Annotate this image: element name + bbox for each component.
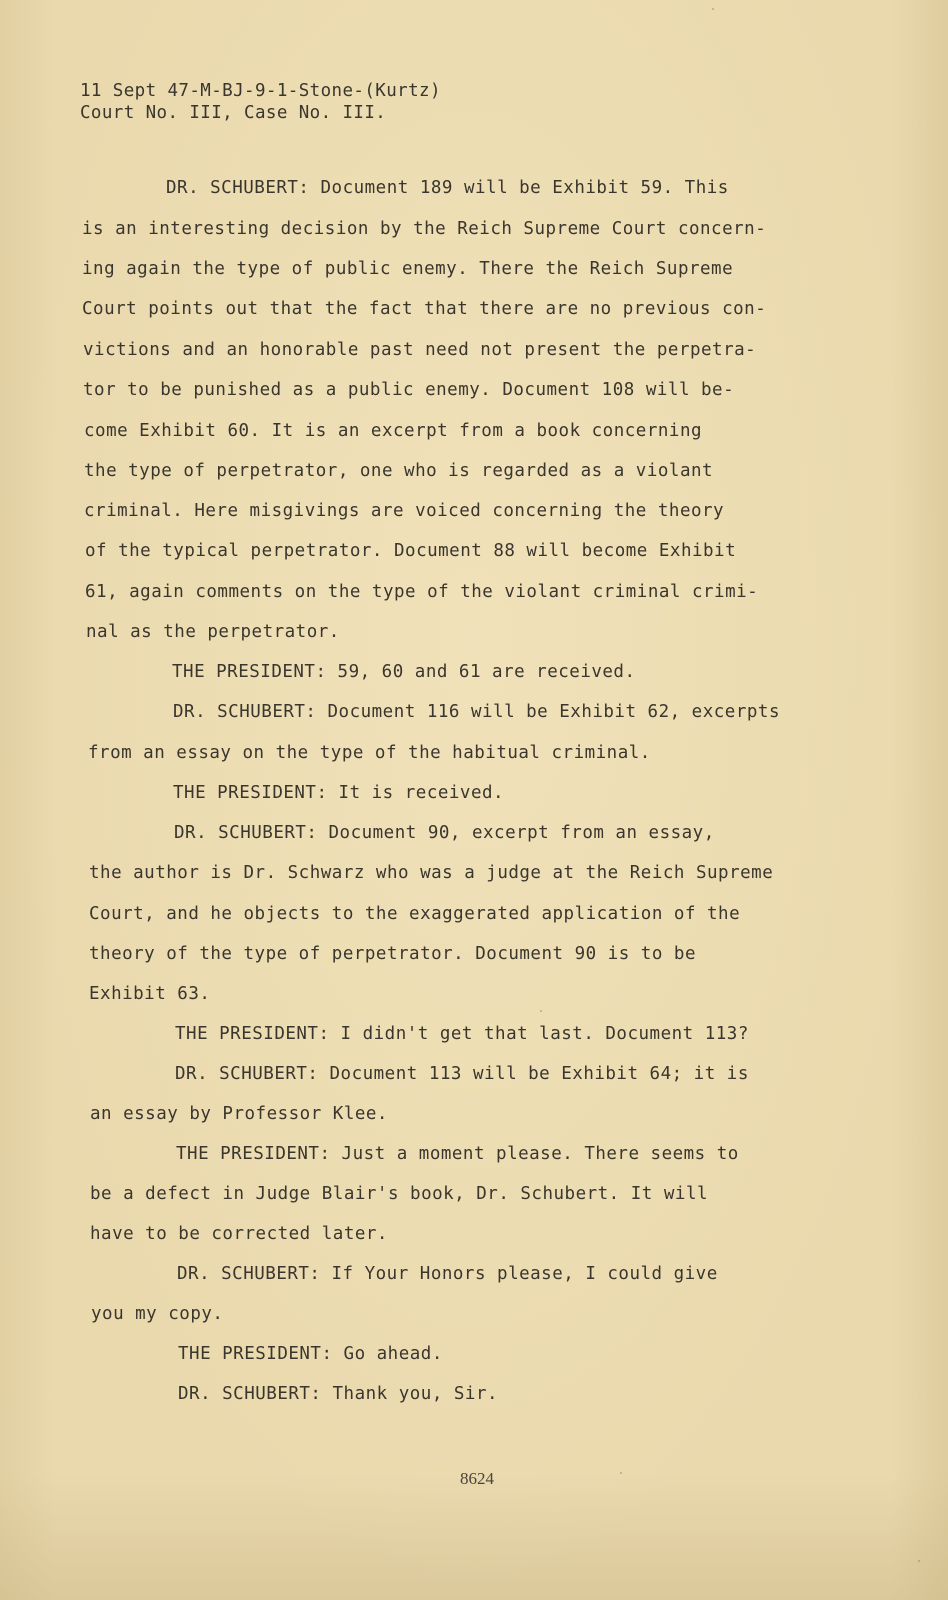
transcript-line: nal as the perpetrator. xyxy=(86,622,340,642)
page-number: 8624 xyxy=(460,1469,494,1488)
transcript-line: victions and an honorable past need not present the perpetra- xyxy=(83,340,757,360)
header-court-line: Court No. III, Case No. III. xyxy=(80,103,387,123)
paper-speck xyxy=(540,1010,542,1012)
transcript-line: Court points out that the fact that there are no previous con- xyxy=(82,299,767,319)
transcript-line: an essay by Professor Klee. xyxy=(90,1104,388,1124)
transcript-line: the type of perpetrator, one who is regarded as a violant xyxy=(84,461,714,481)
transcript-line: come Exhibit 60. It is an excerpt from a book concerning xyxy=(84,421,703,441)
paper-speck xyxy=(918,1560,920,1562)
transcript-line: Court, and he objects to the exaggerated application of the xyxy=(89,904,741,924)
transcript-line: THE PRESIDENT: Go ahead. xyxy=(178,1344,443,1364)
transcript-line: DR. SCHUBERT: Document 116 will be Exhibit 62, excerpts xyxy=(173,702,780,722)
paper-speck xyxy=(712,8,714,10)
transcript-line: from an essay on the type of the habitual criminal. xyxy=(88,743,651,763)
transcript-line: 61, again comments on the type of the violant criminal crimi- xyxy=(85,582,759,602)
transcript-line: you my copy. xyxy=(91,1304,224,1324)
transcript-line: DR. SCHUBERT: Document 90, excerpt from an essay, xyxy=(174,823,715,843)
document-header xyxy=(80,80,441,124)
transcript-line: have to be corrected later. xyxy=(90,1224,388,1244)
paper-speck xyxy=(620,1472,622,1474)
transcript-line: THE PRESIDENT: Just a moment please. There seems to xyxy=(176,1144,739,1164)
transcript-line: the author is Dr. Schwarz who was a judge at the Reich Supreme xyxy=(89,863,774,883)
transcript-line: of the typical perpetrator. Document 88 will become Exhibit xyxy=(85,541,737,561)
transcript-line: Exhibit 63. xyxy=(89,984,211,1004)
transcript-line: DR. SCHUBERT: If Your Honors please, I could give xyxy=(177,1264,718,1284)
transcript-line: THE PRESIDENT: I didn't get that last. Document 113? xyxy=(175,1024,749,1044)
header-session-line: 11 Sept 47-M-BJ-9-1-Stone-(Kurtz) xyxy=(80,81,441,101)
transcript-line: theory of the type of perpetrator. Document 90 is to be xyxy=(89,944,696,964)
transcript-line: DR. SCHUBERT: Thank you, Sir. xyxy=(178,1384,499,1404)
transcript-line: is an interesting decision by the Reich Supreme Court concern- xyxy=(82,219,767,239)
transcript-line: THE PRESIDENT: 59, 60 and 61 are received. xyxy=(172,662,636,682)
transcript-line: DR. SCHUBERT: Document 113 will be Exhibit 64; it is xyxy=(175,1064,749,1084)
transcript-line: ing again the type of public enemy. There the Reich Supreme xyxy=(82,259,734,279)
transcript-line: DR. SCHUBERT: Document 189 will be Exhibit 59. This xyxy=(166,178,729,198)
transcript-line: THE PRESIDENT: It is received. xyxy=(173,783,505,803)
transcript-line: criminal. Here misgivings are voiced concerning the theory xyxy=(84,501,725,521)
transcript-line: tor to be punished as a public enemy. Document 108 will be- xyxy=(83,380,735,400)
transcript-line: be a defect in Judge Blair's book, Dr. Schubert. It will xyxy=(90,1184,709,1204)
